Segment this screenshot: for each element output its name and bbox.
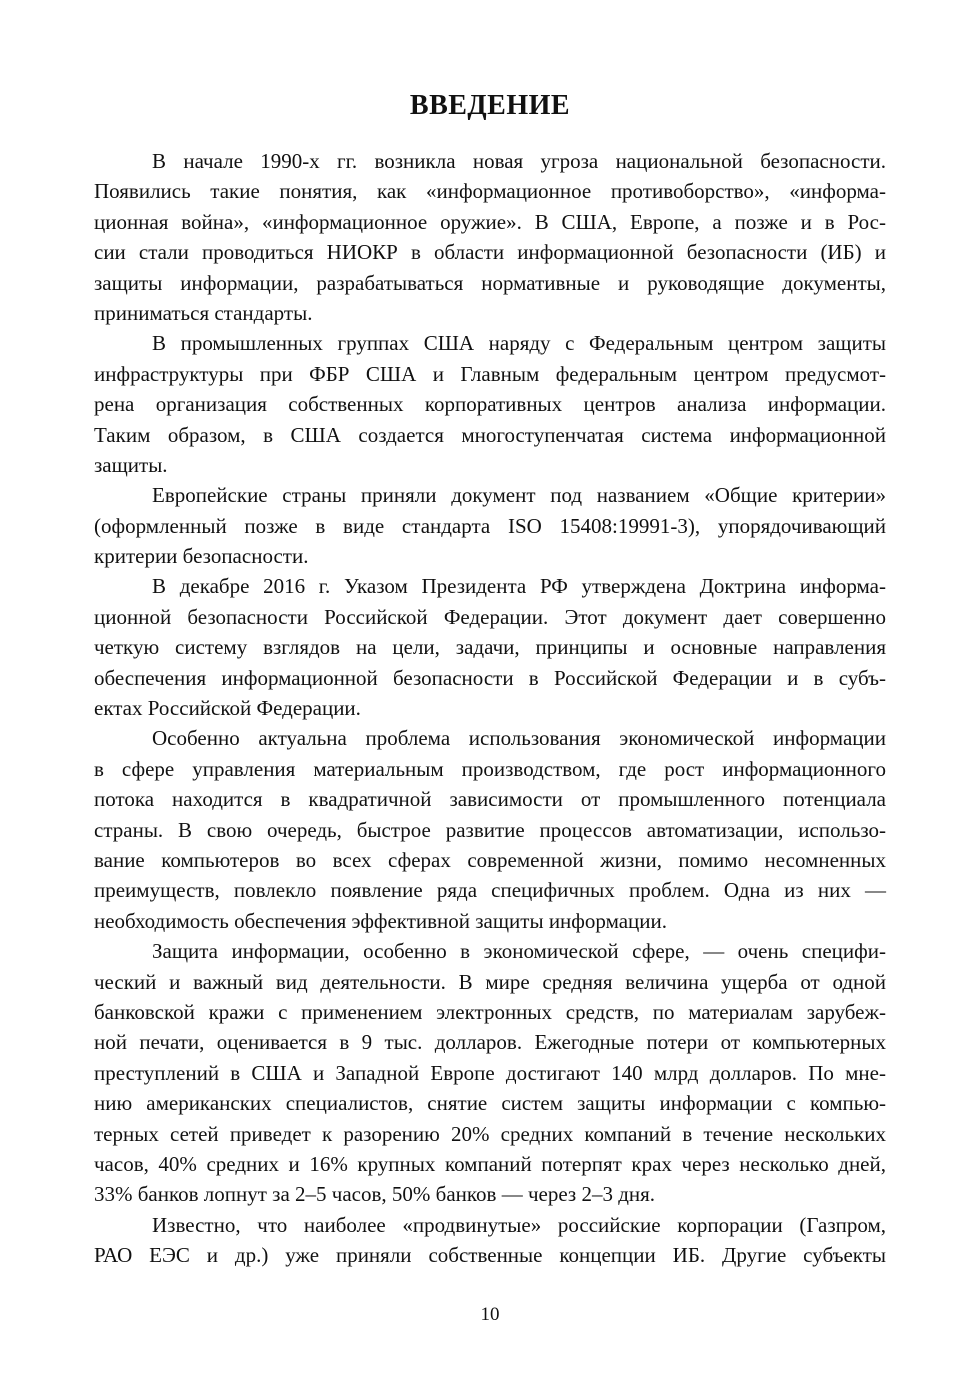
text-line: ческий и важный вид деятельности. В мире средняя величина ущерба от одной bbox=[94, 969, 886, 994]
text-line: часов, 40% средних и 16% крупных компаний потерпят крах через несколько дней, bbox=[94, 1151, 886, 1176]
paragraph bbox=[94, 480, 886, 571]
text-line: Защита информации, особенно в экономической сфере, — очень специфи- bbox=[152, 939, 886, 964]
paragraph bbox=[94, 723, 886, 936]
text-line: защиты информации, разрабатываться нормативные и руководящие документы, bbox=[94, 270, 886, 295]
text-line: ционная война», «информационное оружие». В США, Европе, а позже и в Рос- bbox=[94, 209, 886, 234]
paragraph bbox=[94, 146, 886, 328]
page-title: ВВЕДЕНИЕ bbox=[409, 90, 571, 121]
text-line: ектах Российской Федерации. bbox=[94, 696, 361, 721]
text-line: РАО ЕЭС и др.) уже приняли собственные концепции ИБ. Другие субъекты bbox=[94, 1243, 886, 1268]
text-line: Особенно актуальна проблема использования экономической информации bbox=[152, 726, 886, 751]
text-line: 33% банков лопнут за 2–5 часов, 50% банков — через 2–3 дня. bbox=[94, 1182, 656, 1207]
text-line: обеспечения информационной безопасности в Российской Федерации и в субъ- bbox=[94, 665, 886, 690]
text-line: вание компьютеров во всех сферах современной жизни, помимо несомненных bbox=[94, 847, 886, 872]
text-line: Таким образом, в США создается многоступенчатая система информационной bbox=[94, 422, 886, 447]
text-line: рена организация собственных корпоративных центров анализа информации. bbox=[94, 392, 886, 417]
text-line: необходимость обеспечения эффективной защиты информации. bbox=[94, 908, 668, 933]
text-line: ционной безопасности Российской Федерации. Этот документ дает совершенно bbox=[94, 604, 886, 629]
text-line: инфраструктуры при ФБР США и Главным федеральным центром предусмот- bbox=[94, 361, 886, 386]
text-line: банковской кражи с применением электронных средств, по материалам зарубеж- bbox=[94, 999, 886, 1024]
text-line: Европейские страны приняли документ под названием «Общие критерии» bbox=[152, 483, 886, 508]
paragraph bbox=[94, 1210, 886, 1271]
text-line: В декабре 2016 г. Указом Президента РФ утверждена Доктрина информа- bbox=[152, 574, 886, 599]
text-line: терных сетей приведет к разорению 20% средних компаний в течение нескольких bbox=[94, 1121, 886, 1146]
text-line: в сфере управления материальным производством, где рост информационного bbox=[94, 756, 886, 781]
body-text bbox=[94, 146, 886, 1270]
text-line: потока находится в квадратичной зависимости от промышленного потенциала bbox=[94, 787, 886, 812]
text-line: нию американских специалистов, снятие систем защиты информации с компью- bbox=[94, 1091, 886, 1116]
text-line: четкую систему взглядов на цели, задачи, принципы и основные направления bbox=[94, 635, 886, 660]
text-line: В промышленных группах США наряду с Федеральным центром защиты bbox=[152, 331, 886, 356]
text-line: критерии безопасности. bbox=[94, 544, 309, 569]
text-line: защиты. bbox=[94, 452, 168, 477]
text-line: Известно, что наиболее «продвинутые» российские корпорации (Газпром, bbox=[152, 1212, 886, 1237]
text-line: (оформленный позже в виде стандарта ISO 15408:19991-3), упорядочивающий bbox=[94, 513, 886, 538]
text-line: преимуществ, повлекло появление ряда специфичных проблем. Одна из них — bbox=[94, 878, 886, 903]
paragraph bbox=[94, 328, 886, 480]
text-line: преступлений в США и Западной Европе достигают 140 млрд долларов. По мне- bbox=[94, 1060, 886, 1085]
page-number: 10 bbox=[480, 1304, 500, 1325]
text-line: страны. В свою очередь, быстрое развитие процессов автоматизации, использо- bbox=[94, 817, 886, 842]
text-line: В начале 1990-х гг. возникла новая угроза национальной безопасности. bbox=[152, 149, 886, 173]
paragraph bbox=[94, 571, 886, 723]
text-line: приниматься стандарты. bbox=[94, 300, 313, 325]
text-line: сии стали проводиться НИОКР в области информационной безопасности (ИБ) и bbox=[94, 240, 886, 265]
text-line: Появились такие понятия, как «информационное противоборство», «информа- bbox=[94, 179, 886, 204]
paragraph bbox=[94, 936, 886, 1210]
text-line: ной печати, оценивается в 9 тыс. долларов. Ежегодные потери от компьютерных bbox=[94, 1030, 886, 1055]
